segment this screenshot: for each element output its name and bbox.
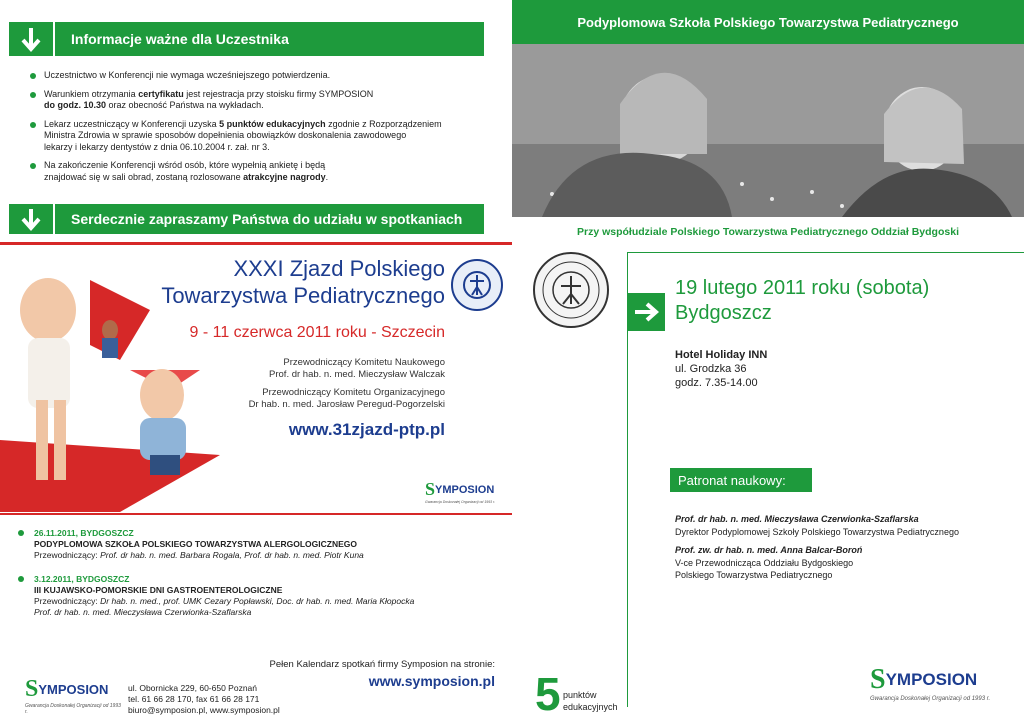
ad-url[interactable]: www.31zjazd-ptp.pl <box>288 420 445 439</box>
patrons: Prof. dr hab. n. med. Mieczysława Czerwionka-Szaflarska Dyrektor Podyplomowej Szkoły Polskiego Towarzystwa Pediatrycznego Prof. zw. dr hab. n. med. Anna Balcar-Boroń V-ce Przewodnicząca Oddziału Bydgoskiego Polskiego Towarzystwa Pediatrycznego <box>675 514 959 580</box>
ptp-emblem-icon <box>461 269 493 301</box>
ad-symposion-logo: S YMPOSION Gwarancja Doskonałej Organizacji od 1993 r. <box>425 479 496 504</box>
date-top-border <box>627 252 1024 253</box>
down-arrow-icon <box>20 26 42 52</box>
symposion-s-icon: S <box>25 676 39 702</box>
ad-bottom-line <box>0 513 512 515</box>
society-emblem-icon <box>541 260 601 320</box>
events-list <box>18 528 493 618</box>
points-number: 5 <box>535 668 561 720</box>
list-item: Lekarz uczestniczący w Konferencji uzyska 5 punktów edukacyjnych zgodnie z Rozporządzeniem Ministra Zdrowia w sprawie sposobów dopełnienia obowiązków doskonalenia zawodowego lekarzy i lekarzy dentystów z dnia 06.10.2004 r. zał. nr 3. <box>30 119 480 154</box>
girls-photo <box>512 44 1024 217</box>
pediatric-society-seal <box>533 252 609 328</box>
ad-top-line <box>0 242 512 245</box>
ad-dates: 9 - 11 czerwca 2011 roku - Szczecin <box>189 324 445 341</box>
venue: Hotel Holiday INN ul. Grodzka 36 godz. 7.35-14.00 <box>675 349 768 389</box>
info-list <box>30 70 480 190</box>
points-label: punktów edukacyjnych <box>563 690 618 712</box>
contact-address: ul. Obornicka 229, 60-650 Poznań tel. 61 66 28 170, fax 61 66 28 171 biuro@symposion.pl, www.symposion.pl <box>128 683 280 715</box>
symposion-s-icon: S <box>425 479 436 499</box>
symposion-s-icon: S <box>870 664 886 695</box>
invite-arrow-box <box>9 204 53 234</box>
list-item: 3.12.2011, BYDGOSZCZ III KUJAWSKO-POMORSKIE DNI GASTROENTEROLOGICZNE Przewodniczący: Dr hab. n. med., prof. UMK Cezary Popławski, Doc. dr hab. n. med. Maria Kłopocka Prof. dr hab. n. med. Mieczysława Czerwionka-Szaflarska <box>18 574 493 618</box>
calendar-url[interactable]: www.symposion.pl <box>368 673 495 689</box>
info-arrow-box <box>9 22 53 56</box>
invite-header: Serdecznie zapraszamy Państwa do udziału w spotkaniach <box>55 204 484 234</box>
down-arrow-icon <box>20 207 42 231</box>
ad-committee: Przewodniczący Komitetu Naukowego Prof. dr hab. n. med. Mieczysław Walczak Przewodniczący Komitetu Organizacyjnego Dr hab. n. med. Jarosław Peregud-Pogorzelski <box>248 357 445 410</box>
list-item: 26.11.2011, BYDGOSZCZ PODYPLOMOWA SZKOŁA POLSKIEGO TOWARZYSTWA ALERGOLOGICZNEGO Przewodniczący: Prof. dr hab. n. med. Barbara Rogala, Prof. dr hab. n. med. Piotr Kuna <box>18 528 493 561</box>
date-arrow-box <box>627 293 665 331</box>
list-item: Uczestnictwo w Konferencji nie wymaga wcześniejszego potwierdzenia. <box>30 70 480 82</box>
ptp-seal <box>451 259 503 311</box>
list-item: Warunkiem otrzymania certyfikatu jest rejestracja przy stoisku firmy SYMPOSION do godz. 10.30 oraz obecność Państwa na wykładach. <box>30 89 480 112</box>
info-header: Informacje ważne dla Uczestnika <box>55 22 484 56</box>
right-top-header: Podyplomowa Szkoła Polskiego Towarzystwa Pediatrycznego <box>512 0 1024 44</box>
event-date: 19 lutego 2011 roku (sobota) Bydgoszcz <box>675 277 930 324</box>
footer-symposion-logo: S YMPOSION Gwarancja Doskonałej Organizacji od 1993 r. <box>25 676 121 715</box>
right-arrow-icon <box>633 301 659 323</box>
right-symposion-logo: S YMPOSION Gwarancja Doskonałej Organizacji od 1993 r. <box>870 664 991 702</box>
calendar-text: Pełen Kalendarz spotkań firmy Symposion na stronie: <box>269 659 495 670</box>
ad-title: XXXI Zjazd Polskiego Towarzystwa Pediatrycznego <box>161 256 445 308</box>
list-item: Na zakończenie Konferencji wśród osób, które wypełnią ankietę i będą znajdować się w sali obrad, zostaną rozlosowane atrakcyjne nagrody. <box>30 160 480 183</box>
cooperation-text: Przy współudziale Polskiego Towarzystwa Pediatrycznego Oddział Bydgoski <box>577 226 959 238</box>
patron-label: Patronat naukowy: <box>670 468 812 492</box>
